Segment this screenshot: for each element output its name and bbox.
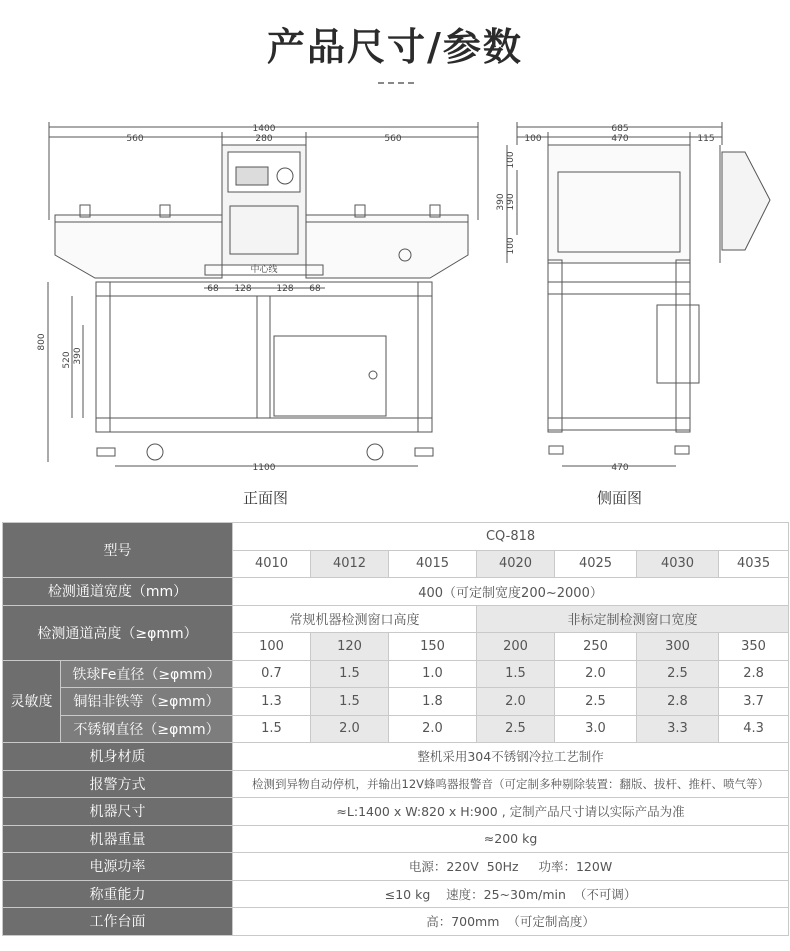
info-label-size: 机器尺寸 — [3, 798, 233, 826]
info-value-size: ≈L:1400 x W:820 x H:900 , 定制产品尺寸请以实际产品为准 — [233, 798, 789, 826]
dim-front-frame: 520 — [62, 351, 72, 369]
height-cell: 150 — [389, 633, 477, 661]
height-group-custom: 非标定制检测窗口宽度 — [477, 605, 789, 633]
front-view-drawing — [48, 122, 478, 466]
dim-front-left: 560 — [126, 134, 144, 144]
height-group-standard: 常规机器检测窗口高度 — [233, 605, 477, 633]
sens-cell: 1.8 — [389, 688, 477, 716]
dim-front-d2: 128 — [234, 284, 252, 294]
sensitivity-label: 灵敏度 — [3, 660, 61, 743]
model-cell: 4020 — [477, 550, 555, 578]
info-label-power: 电源功率 — [3, 853, 233, 881]
dim-front-total: 1400 — [252, 124, 276, 134]
info-label-weight: 机器重量 — [3, 825, 233, 853]
dim-side-bottom: 470 — [611, 463, 629, 473]
side-view-drawing — [507, 122, 770, 466]
dim-front-inner: 390 — [73, 347, 83, 365]
sens-row-label: 铁球Fe直径（≥φmm） — [61, 660, 233, 688]
dim-side-v3: 100 — [506, 151, 516, 169]
height-cell: 100 — [233, 633, 311, 661]
sens-cell: 2.0 — [555, 660, 637, 688]
sens-cell: 3.3 — [637, 715, 719, 743]
dim-front-center: 280 — [255, 134, 273, 144]
sens-cell: 2.8 — [719, 660, 789, 688]
height-cell: 250 — [555, 633, 637, 661]
front-view-caption: 正面图 — [243, 489, 289, 507]
sens-cell: 1.5 — [233, 715, 311, 743]
side-view-caption: 侧面图 — [597, 489, 643, 507]
info-label-alarm: 报警方式 — [3, 770, 233, 798]
height-cell: 200 — [477, 633, 555, 661]
info-value-alarm: 检测到异物自动停机，并输出12V蜂鸣器报警音（可定制多种剔除装置：翻版、拔杆、推杆、喷气等） — [233, 770, 789, 798]
model-cell: 4012 — [311, 550, 389, 578]
spec-table — [2, 522, 789, 936]
dim-side-mid: 470 — [611, 134, 629, 144]
dim-side-v1: 390 — [496, 193, 506, 211]
model-cell: 4025 — [555, 550, 637, 578]
dim-side-right: 115 — [697, 134, 715, 144]
sens-cell: 1.5 — [477, 660, 555, 688]
sens-cell: 3.0 — [555, 715, 637, 743]
dim-front-d1: 68 — [207, 284, 219, 294]
width-value: 400（可定制宽度200~2000） — [233, 578, 789, 606]
sens-cell: 2.5 — [555, 688, 637, 716]
info-value-weight: ≈200 kg — [233, 825, 789, 853]
dim-front-d4: 68 — [309, 284, 321, 294]
dim-center-label: 中心线 — [250, 265, 278, 275]
dim-front-d3: 128 — [276, 284, 294, 294]
sens-cell: 1.5 — [311, 688, 389, 716]
info-value-material: 整机采用304不锈钢冷拉工艺制作 — [233, 743, 789, 771]
height-cell: 120 — [311, 633, 389, 661]
dim-front-right: 560 — [384, 134, 402, 144]
sens-cell: 0.7 — [233, 660, 311, 688]
sens-cell: 2.0 — [477, 688, 555, 716]
model-name: CQ-818 — [233, 523, 789, 551]
title-divider — [378, 82, 414, 84]
model-cell: 4010 — [233, 550, 311, 578]
sens-cell: 2.5 — [637, 660, 719, 688]
dim-front-bottom: 1100 — [252, 463, 276, 473]
sens-cell: 1.3 — [233, 688, 311, 716]
sens-cell: 3.7 — [719, 688, 789, 716]
model-cell: 4035 — [719, 550, 789, 578]
height-label: 检测通道高度（≥φmm） — [3, 605, 233, 660]
height-cell: 350 — [719, 633, 789, 661]
info-value-power: 电源：220V 50Hz 功率：120W — [233, 853, 789, 881]
info-value-capacity: ≤10 kg 速度：25~30m/min （不可调） — [233, 880, 789, 908]
dim-side-v4: 100 — [506, 237, 516, 255]
drawings — [0, 110, 790, 520]
model-cell: 4015 — [389, 550, 477, 578]
dim-side-v2: 190 — [506, 193, 516, 211]
width-label: 检测通道宽度（mm） — [3, 578, 233, 606]
model-cell: 4030 — [637, 550, 719, 578]
info-label-worktable: 工作台面 — [3, 908, 233, 936]
dim-side-left: 100 — [524, 134, 542, 144]
sens-cell: 2.5 — [477, 715, 555, 743]
sens-row-label: 不锈钢直径（≥φmm） — [61, 715, 233, 743]
sens-cell: 2.0 — [389, 715, 477, 743]
info-value-worktable: 高：700mm （可定制高度） — [233, 908, 789, 936]
sens-cell: 4.3 — [719, 715, 789, 743]
sens-cell: 2.0 — [311, 715, 389, 743]
info-label-material: 机身材质 — [3, 743, 233, 771]
dim-side-total: 685 — [611, 124, 629, 134]
height-cell: 300 — [637, 633, 719, 661]
model-label: 型号 — [3, 523, 233, 578]
sens-row-label: 铜铝非铁等（≥φmm） — [61, 688, 233, 716]
info-label-capacity: 称重能力 — [3, 880, 233, 908]
sens-cell: 1.0 — [389, 660, 477, 688]
sens-cell: 2.8 — [637, 688, 719, 716]
page-title: 产品尺寸/参数 — [267, 24, 523, 69]
sens-cell: 1.5 — [311, 660, 389, 688]
dim-front-height: 800 — [37, 333, 47, 351]
